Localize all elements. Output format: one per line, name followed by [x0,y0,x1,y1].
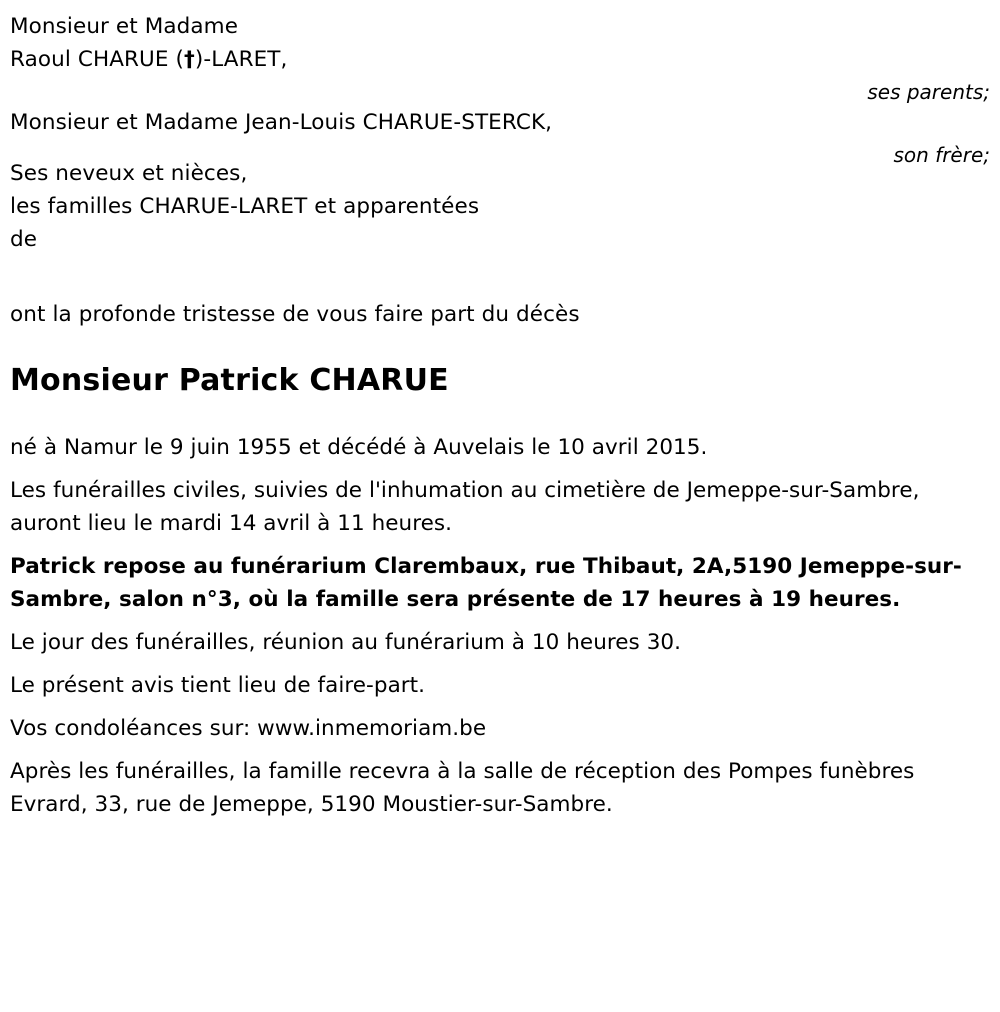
relative-line: les familles CHARUE-LARET et apparentées [10,194,480,219]
spacer [10,331,990,361]
notice-paragraph: Le présent avis tient lieu de faire-part. [10,673,426,698]
relative-line: Monsieur et Madame Jean-Louis CHARUE-STERCK, [10,110,553,135]
relatives-group-extended [10,157,990,256]
spacer [10,401,990,431]
relative-line: de [10,227,38,252]
relative-role-parents: ses parents; [867,80,990,104]
announcement-intro: ont la profonde tristesse de vous faire part du décès [10,302,580,327]
relative-line: Ses neveux et nièces, [10,161,248,186]
spacer [10,139,990,157]
relative-role-brother: son frère; [893,143,990,167]
reception-paragraph: Après les funérailles, la famille recevra à la salle de réception des Pompes funèbres Evrard, 33, rue de Jemeppe, 5190 Moustier-sur-Sambre. [10,759,915,817]
relatives-group-brother [10,106,990,167]
dagger-icon: † [184,47,195,72]
visitation-paragraph: Patrick repose au funérarium Clarembaux, rue Thibaut, 2A,5190 Jemeppe-sur-Sambre, salon n°3, où la famille sera présente de 17 heures à 19 heures. [10,554,962,612]
birth-death-paragraph: né à Namur le 9 juin 1955 et décédé à Auvelais le 10 avril 2015. [10,435,708,460]
deceased-name: Monsieur Patrick CHARUE [10,363,449,398]
funeral-paragraph: Les funérailles civiles, suivies de l'inhumation au cimetière de Jemeppe-sur-Sambre, auront lieu le mardi 14 avril à 11 heures. [10,478,920,536]
relative-line: Raoul CHARUE (†)-LARET, [10,47,288,72]
spacer [10,256,990,298]
gathering-paragraph: Le jour des funérailles, réunion au funérarium à 10 heures 30. [10,630,682,655]
relatives-group-parents [10,10,990,104]
spacer [10,76,990,106]
condolences-paragraph: Vos condoléances sur: www.inmemoriam.be [10,716,487,741]
relative-line: Monsieur et Madame [10,14,239,39]
relatives-section [10,10,990,256]
details-section [10,431,990,821]
